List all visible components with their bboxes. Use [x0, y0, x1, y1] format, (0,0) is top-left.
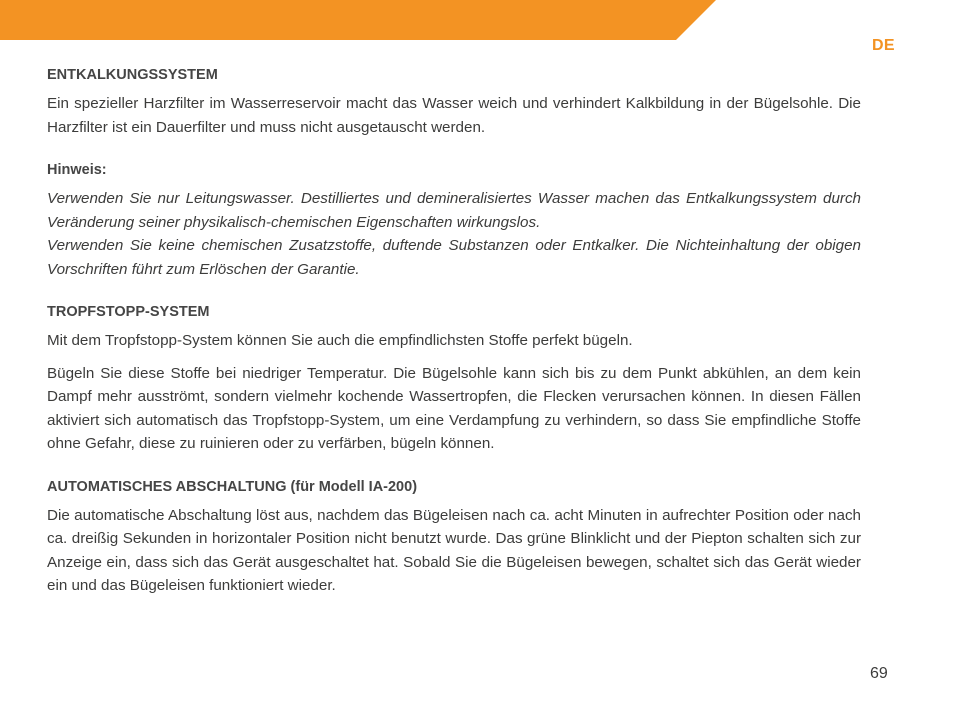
page-content	[47, 64, 861, 598]
paragraph-abschaltung: Die automatische Abschaltung löst aus, nachdem das Bügeleisen nach ca. acht Minuten in aufrechter Position oder nach ca. dreißig Sekunden in horizontaler Position nicht benutzt wurde. Das grüne Blinklicht und der Piepton schalten sich zur Anzeige ein, dass sich das Gerät ausgeschaltet hat. Sobald Sie die Bügeleisen bewegen, schaltet sich das Gerät wieder ein und das Bügeleisen funktioniert wieder.	[47, 506, 861, 594]
paragraph-entkalkung: Ein spezieller Harzfilter im Wasserreservoir macht das Wasser weich und verhindert Kalkbildung in der Bügelsohle. Die Harzfilter ist ein Dauerfilter und muss nicht ausgetauscht werden.	[47, 95, 861, 136]
page-number: 69	[870, 665, 888, 682]
paragraph-hinweis-2: Verwenden Sie keine chemischen Zusatzstoffe, duftende Substanzen oder Entkalker. Die Nichteinhaltung der obigen Vorschriften führt zum Erlöschen der Garantie.	[47, 237, 861, 278]
section-heading-entkalkung: ENTKALKUNGSSYSTEM	[47, 67, 218, 83]
language-label: DE	[872, 37, 895, 54]
paragraph-hinweis-1: Verwenden Sie nur Leitungswasser. Destilliertes und demineralisiertes Wasser machen das Entkalkungssystem durch Veränderung seiner physikalisch-chemischen Eigenschaften wirkungslos.	[47, 190, 861, 231]
paragraph-tropfstopp-2: Bügeln Sie diese Stoffe bei niedriger Temperatur. Die Bügelsohle kann sich bis zu dem Punkt abkühlen, an dem kein Dampf mehr ausströmt, sondern vielmehr kochende Wassertropfen, die Flecken verursachen können. In diesen Fällen aktiviert sich automatisch das Tropfstopp-System, um eine Verdampfung zu verhindern, so dass Sie empfindliche Stoffe ohne Gefahr, diese zu ruinieren oder zu verfärben, bügeln können.	[47, 364, 861, 452]
section-heading-abschaltung: AUTOMATISCHES ABSCHALTUNG (für Modell IA-200)	[47, 478, 418, 495]
paragraph-tropfstopp-1: Mit dem Tropfstopp-System können Sie auch die empfindlichsten Stoffe perfekt bügeln.	[47, 332, 633, 349]
orange-accent-shape	[0, 0, 716, 40]
section-heading-hinweis: Hinweis:	[47, 162, 107, 178]
section-heading-tropfstopp: TROPFSTOPP-SYSTEM	[47, 304, 210, 320]
header-accent-band	[0, 0, 954, 40]
